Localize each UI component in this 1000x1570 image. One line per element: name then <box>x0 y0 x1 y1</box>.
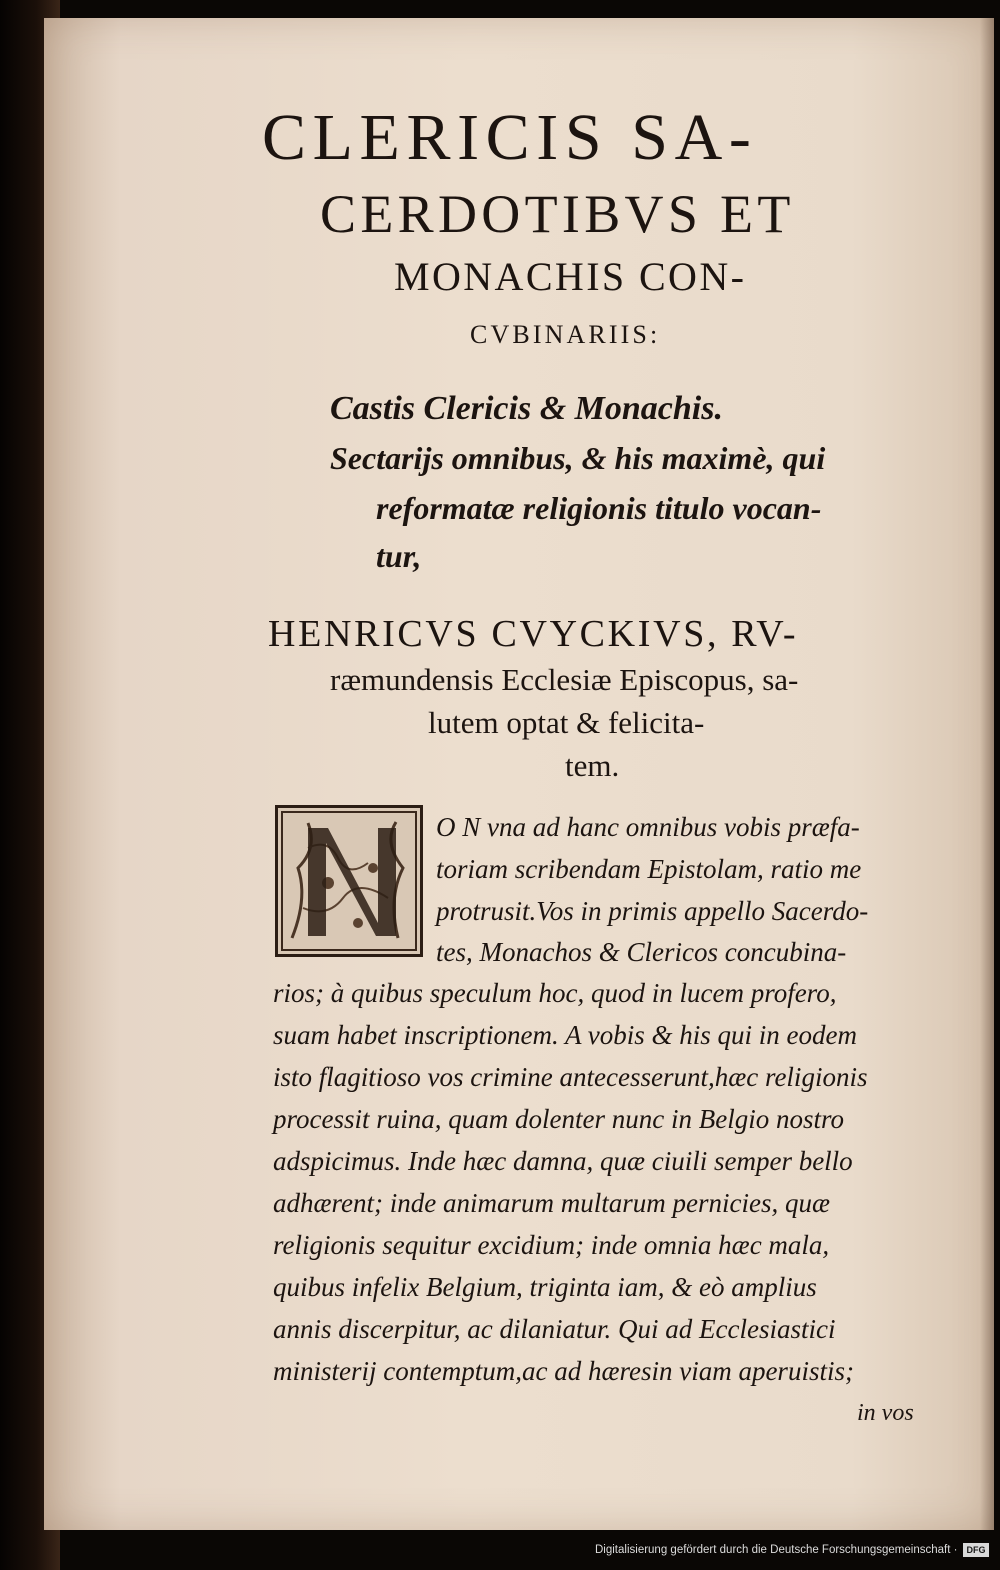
page-edge-shadow <box>980 18 994 1530</box>
title-line-1: CLERICIS SA- <box>262 101 758 174</box>
body-line-4: tes, Monachos & Clericos concubina- <box>436 937 847 967</box>
author-heading-line-4: tem. <box>565 748 620 783</box>
body-line-3: protrusit.Vos in primis appello Sacerdo- <box>436 896 869 926</box>
body-line-1: O N vna ad hanc omnibus vobis præfa- <box>436 812 860 842</box>
body-line-14: ministerij contemptum,ac ad hæresin viam aperuistis; <box>273 1356 854 1386</box>
author-heading-line-2: ræmundensis Ecclesiæ Episcopus, sa- <box>330 662 799 697</box>
body-line-8: processit ruina, quam dolenter nunc in Belgio nostro <box>273 1104 844 1134</box>
title-line-3: MONACHIS CON- <box>394 254 747 299</box>
body-line-12: quibus infelix Belgium, triginta iam, & eò amplius <box>273 1272 817 1302</box>
body-line-10: adhærent; inde animarum multarum pernicies, quæ <box>273 1188 830 1218</box>
dedication-line-3: reformatæ religionis titulo vocan- <box>376 490 822 526</box>
dfg-logo: DFG <box>963 1543 989 1557</box>
body-line-13: annis discerpitur, ac dilaniatur. Qui ad Ecclesiastici <box>273 1314 836 1344</box>
dedication-line-4: tur, <box>376 538 422 574</box>
author-heading-line-3: lutem optat & felicita- <box>428 705 705 740</box>
title-line-4: CVBINARIIS: <box>470 320 661 349</box>
body-line-7: isto flagitioso vos crimine antecesserunt,hæc religionis <box>273 1062 868 1092</box>
catchword: in vos <box>857 1400 914 1426</box>
body-line-11: religionis sequitur excidium; inde omnia hæc mala, <box>273 1230 830 1260</box>
body-line-6: suam habet inscriptionem. A vobis & his qui in eodem <box>273 1020 857 1050</box>
ornament-foliage-icon <box>278 808 420 954</box>
title-line-2: CERDOTIBVS ET <box>320 184 795 244</box>
body-line-5: rios; à quibus speculum hoc, quod in lucem profero, <box>273 978 837 1008</box>
dedication-line-1: Castis Clericis & Monachis. <box>330 390 723 427</box>
footer-credit: Digitalisierung gefördert durch die Deutsche Forschungsgemeinschaft · <box>595 1544 958 1556</box>
dedication-line-2: Sectarijs omnibus, & his maximè, qui <box>330 440 826 476</box>
body-line-9: adspicimus. Inde hæc damna, quæ ciuili semper bello <box>273 1146 853 1176</box>
decorated-initial-n <box>275 805 423 957</box>
body-line-2: toriam scribendam Epistolam, ratio me <box>436 854 862 884</box>
author-heading-line-1: HENRICVS CVYCKIVS, RV- <box>268 613 799 655</box>
